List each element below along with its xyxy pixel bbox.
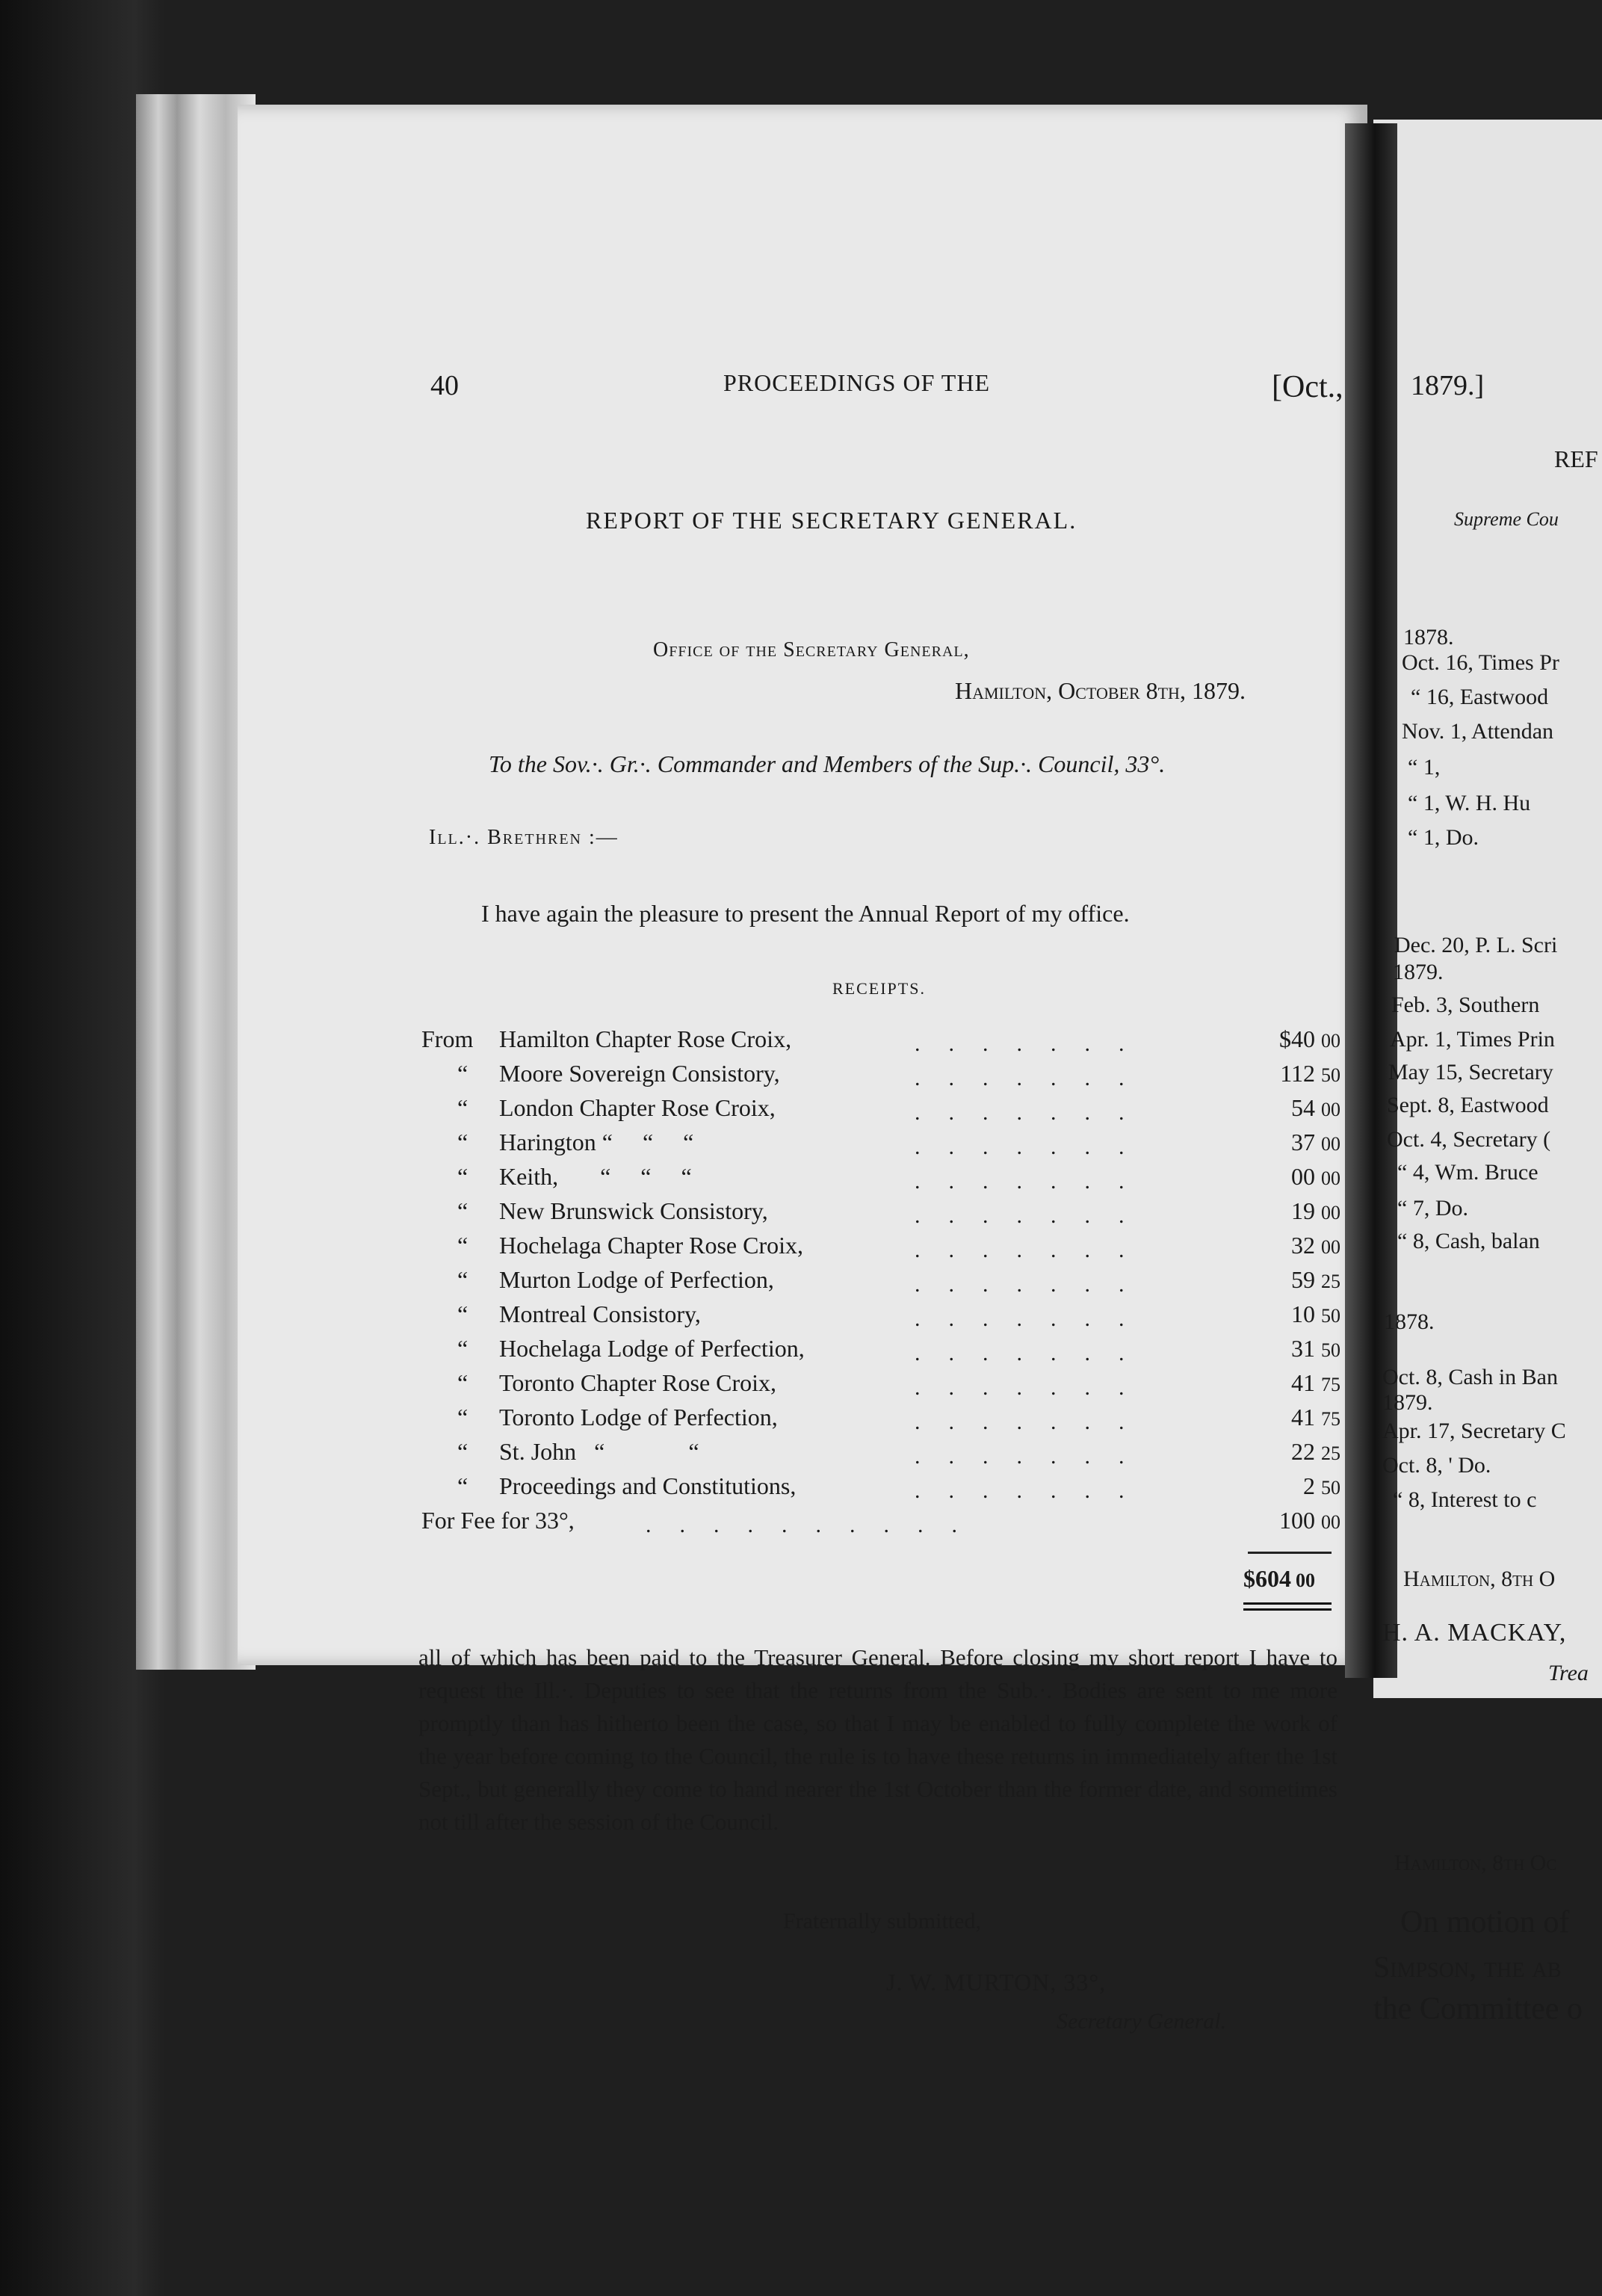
receipt-prefix: “	[457, 1129, 468, 1155]
receipt-prefix: “	[457, 1300, 468, 1327]
receipt-amount: 54 00	[1291, 1094, 1340, 1121]
receipt-row: “ Hochelaga Chapter Rose Croix, ....... 32 00	[457, 1232, 1340, 1262]
ledger-line: Sept. 8, Eastwood	[1387, 1093, 1549, 1117]
receipt-prefix: “	[457, 1438, 468, 1465]
running-date: [Oct.,	[1272, 370, 1343, 404]
report-paragraph: all of which has been paid to the Treasurer General. Before closing my short report I have to request the Ill.·. Deputies to see that the returns from the Sub.·. Bodies are sent to me more promptly than has hitherto been the case, so that I may be enabled to fully complete the work of the year before coming to the Council, the rule is to have these returns in immediately after the 1st Sept., but generally they come to hand nearer the 1st October than the former date, and sometimes not till after the session of the Council.	[418, 1644, 1337, 1835]
ledger-line: 1878.	[1384, 1309, 1435, 1334]
receipt-amount: 00 00	[1291, 1163, 1340, 1190]
receipt-amount: 31 50	[1291, 1335, 1340, 1362]
ledger-line: 1879.	[1382, 1390, 1433, 1415]
receipt-amount: 41 75	[1291, 1404, 1340, 1431]
ledger-line: “ 8, Interest to c	[1393, 1487, 1537, 1512]
sum-rule	[1248, 1552, 1332, 1554]
ledger-line: 1879.	[1393, 960, 1444, 984]
ledger-line: Apr. 1, Times Prin	[1390, 1027, 1555, 1052]
next-page-place: Hamilton, 8th O	[1403, 1567, 1556, 1591]
ledger-line: 1878.	[1403, 625, 1454, 649]
receipt-row: “ Hochelaga Lodge of Perfection, ....... 31 50	[457, 1335, 1340, 1365]
closing-line: Fraternally submitted,	[783, 1909, 981, 1934]
next-page-text: the Committee o	[1373, 1992, 1583, 2026]
receipt-prefix: “	[457, 1197, 468, 1224]
receipt-amount: $40 00	[1279, 1025, 1340, 1052]
ledger-line: Oct. 4, Secretary (	[1387, 1127, 1551, 1152]
receipt-prefix: “	[457, 1369, 468, 1396]
ledger-line: “ 8, Cash, balan	[1397, 1229, 1540, 1253]
receipt-amount: 37 00	[1291, 1129, 1340, 1155]
next-page-date: 1879.]	[1411, 370, 1485, 401]
place-date: Hamilton, October 8th, 1879.	[955, 677, 1246, 704]
next-page-place-2: Hamilton, 8th Oc	[1394, 1851, 1557, 1875]
receipt-prefix: “	[457, 1232, 468, 1259]
book-gutter	[1345, 123, 1397, 1678]
next-page-text: Simpson, the ab	[1373, 1950, 1562, 1984]
receipt-source: Proceedings and Constitutions,	[499, 1472, 797, 1499]
report-title: REPORT OF THE SECRETARY GENERAL.	[586, 507, 1077, 534]
fee-label: For Fee for 33°,	[421, 1507, 575, 1534]
ledger-line: Oct. 8, ' Do.	[1382, 1453, 1491, 1478]
receipt-prefix: “	[457, 1335, 468, 1362]
receipt-amount: 59 25	[1291, 1266, 1340, 1293]
signer-role: Secretary General.	[1057, 2009, 1227, 2034]
ledger-line: “ 7, Do.	[1397, 1196, 1468, 1220]
receipt-row: “ Toronto Lodge of Perfection, ....... 41 75	[457, 1404, 1340, 1434]
receipt-amount: 22 25	[1291, 1438, 1340, 1465]
receipt-source: Hochelaga Chapter Rose Croix,	[499, 1232, 803, 1259]
salutation: Ill.·. Brethren :—	[429, 826, 619, 849]
receipt-row: “ St. John “ “ ....... 22 25	[457, 1438, 1340, 1469]
ledger-line: “ 4, Wm. Bruce	[1397, 1160, 1538, 1185]
receipt-amount: 2 50	[1303, 1472, 1340, 1499]
receipt-source: Toronto Chapter Rose Croix,	[499, 1369, 777, 1396]
receipt-source: Hochelaga Lodge of Perfection,	[499, 1335, 805, 1362]
ledger-line: Nov. 1, Attendan	[1402, 719, 1554, 744]
receipt-amount: 32 00	[1291, 1232, 1340, 1259]
next-page-subheading: Supreme Cou	[1454, 508, 1559, 530]
receipt-amount: 10 50	[1291, 1300, 1340, 1327]
receipts-table	[421, 1025, 1340, 1541]
receipt-source: Keith, “ “ “	[499, 1163, 692, 1190]
signer-name: J. W. MURTON, 33°,	[886, 1969, 1107, 1996]
receipt-source: St. John “ “	[499, 1438, 699, 1465]
next-page-signer: H. A. MACKAY,	[1382, 1619, 1567, 1647]
address-line: To the Sov.·. Gr.·. Commander and Members of the Sup.·. Council, 33°.	[489, 750, 1166, 777]
receipt-source: New Brunswick Consistory,	[499, 1197, 768, 1224]
receipt-row: “ Moore Sovereign Consistory, ....... 112 50	[457, 1060, 1340, 1090]
double-rule	[1243, 1602, 1332, 1611]
receipt-prefix: “	[457, 1404, 468, 1431]
fee-amount: 100 00	[1279, 1507, 1340, 1534]
receipt-row: “ Murton Lodge of Perfection, ....... 59 25	[457, 1266, 1340, 1297]
receipt-row: “ Harington “ “ “ ....... 37 00	[457, 1129, 1340, 1159]
next-page-role: Trea	[1548, 1661, 1589, 1685]
receipt-source: Hamilton Chapter Rose Croix,	[499, 1025, 792, 1052]
receipt-row: “ New Brunswick Consistory, ....... 19 00	[457, 1197, 1340, 1228]
receipt-row: “ Montreal Consistory, ....... 10 50	[457, 1300, 1340, 1331]
page-number: 40	[430, 370, 459, 401]
receipt-prefix: “	[457, 1266, 468, 1293]
receipt-prefix: “	[457, 1472, 468, 1499]
intro-sentence: I have again the pleasure to present the Annual Report of my office.	[481, 900, 1130, 927]
ledger-line: Oct. 16, Times Pr	[1402, 650, 1559, 675]
receipt-amount: 112 50	[1280, 1060, 1340, 1087]
next-page-text: On motion of	[1400, 1905, 1570, 1939]
receipt-source: London Chapter Rose Croix,	[499, 1094, 776, 1121]
receipt-row: “ London Chapter Rose Croix, ....... 54 00	[457, 1094, 1340, 1125]
office-line: Office of the Secretary General,	[653, 638, 970, 661]
receipt-row: “ Keith, “ “ “ ....... 00 00	[457, 1163, 1340, 1194]
receipt-source: Moore Sovereign Consistory,	[499, 1060, 780, 1087]
ledger-line: “ 1, Do.	[1408, 825, 1479, 850]
receipt-row: “ Proceedings and Constitutions, ....... 2 50	[457, 1472, 1340, 1503]
ledger-line: “ 16, Eastwood	[1411, 685, 1549, 709]
ledger-line: Apr. 17, Secretary C	[1382, 1419, 1566, 1443]
next-page-heading: REF	[1554, 445, 1598, 472]
ledger-line: “ 1, W. H. Hu	[1408, 791, 1531, 815]
ledger-line: Feb. 3, Southern	[1391, 993, 1540, 1017]
receipt-amount: 19 00	[1291, 1197, 1340, 1224]
ledger-line: Oct. 8, Cash in Ban	[1382, 1365, 1558, 1389]
receipt-prefix: “	[457, 1060, 468, 1087]
ledger-line: May 15, Secretary	[1388, 1060, 1553, 1084]
ledger-line: Dec. 20, P. L. Scri	[1394, 933, 1558, 957]
receipt-source: Harington “ “ “	[499, 1129, 694, 1155]
receipt-prefix: From	[421, 1025, 474, 1052]
receipt-source: Montreal Consistory,	[499, 1300, 701, 1327]
receipt-prefix: “	[457, 1094, 468, 1121]
receipt-row: “ Toronto Chapter Rose Croix, ....... 41 75	[457, 1369, 1340, 1400]
receipt-source: Murton Lodge of Perfection,	[499, 1266, 774, 1293]
receipt-row: From Hamilton Chapter Rose Croix, ....... $40 00	[421, 1025, 1340, 1056]
receipt-amount: 41 75	[1291, 1369, 1340, 1396]
receipts-heading: RECEIPTS.	[832, 979, 926, 998]
ledger-line: “ 1,	[1408, 755, 1441, 780]
running-title: PROCEEDINGS OF THE	[723, 369, 990, 396]
receipt-source: Toronto Lodge of Perfection,	[499, 1404, 778, 1431]
fee-row: For Fee for 33°, .......... 100 00	[421, 1507, 1340, 1537]
receipts-total: $604 00	[1243, 1565, 1315, 1592]
receipt-prefix: “	[457, 1163, 468, 1190]
